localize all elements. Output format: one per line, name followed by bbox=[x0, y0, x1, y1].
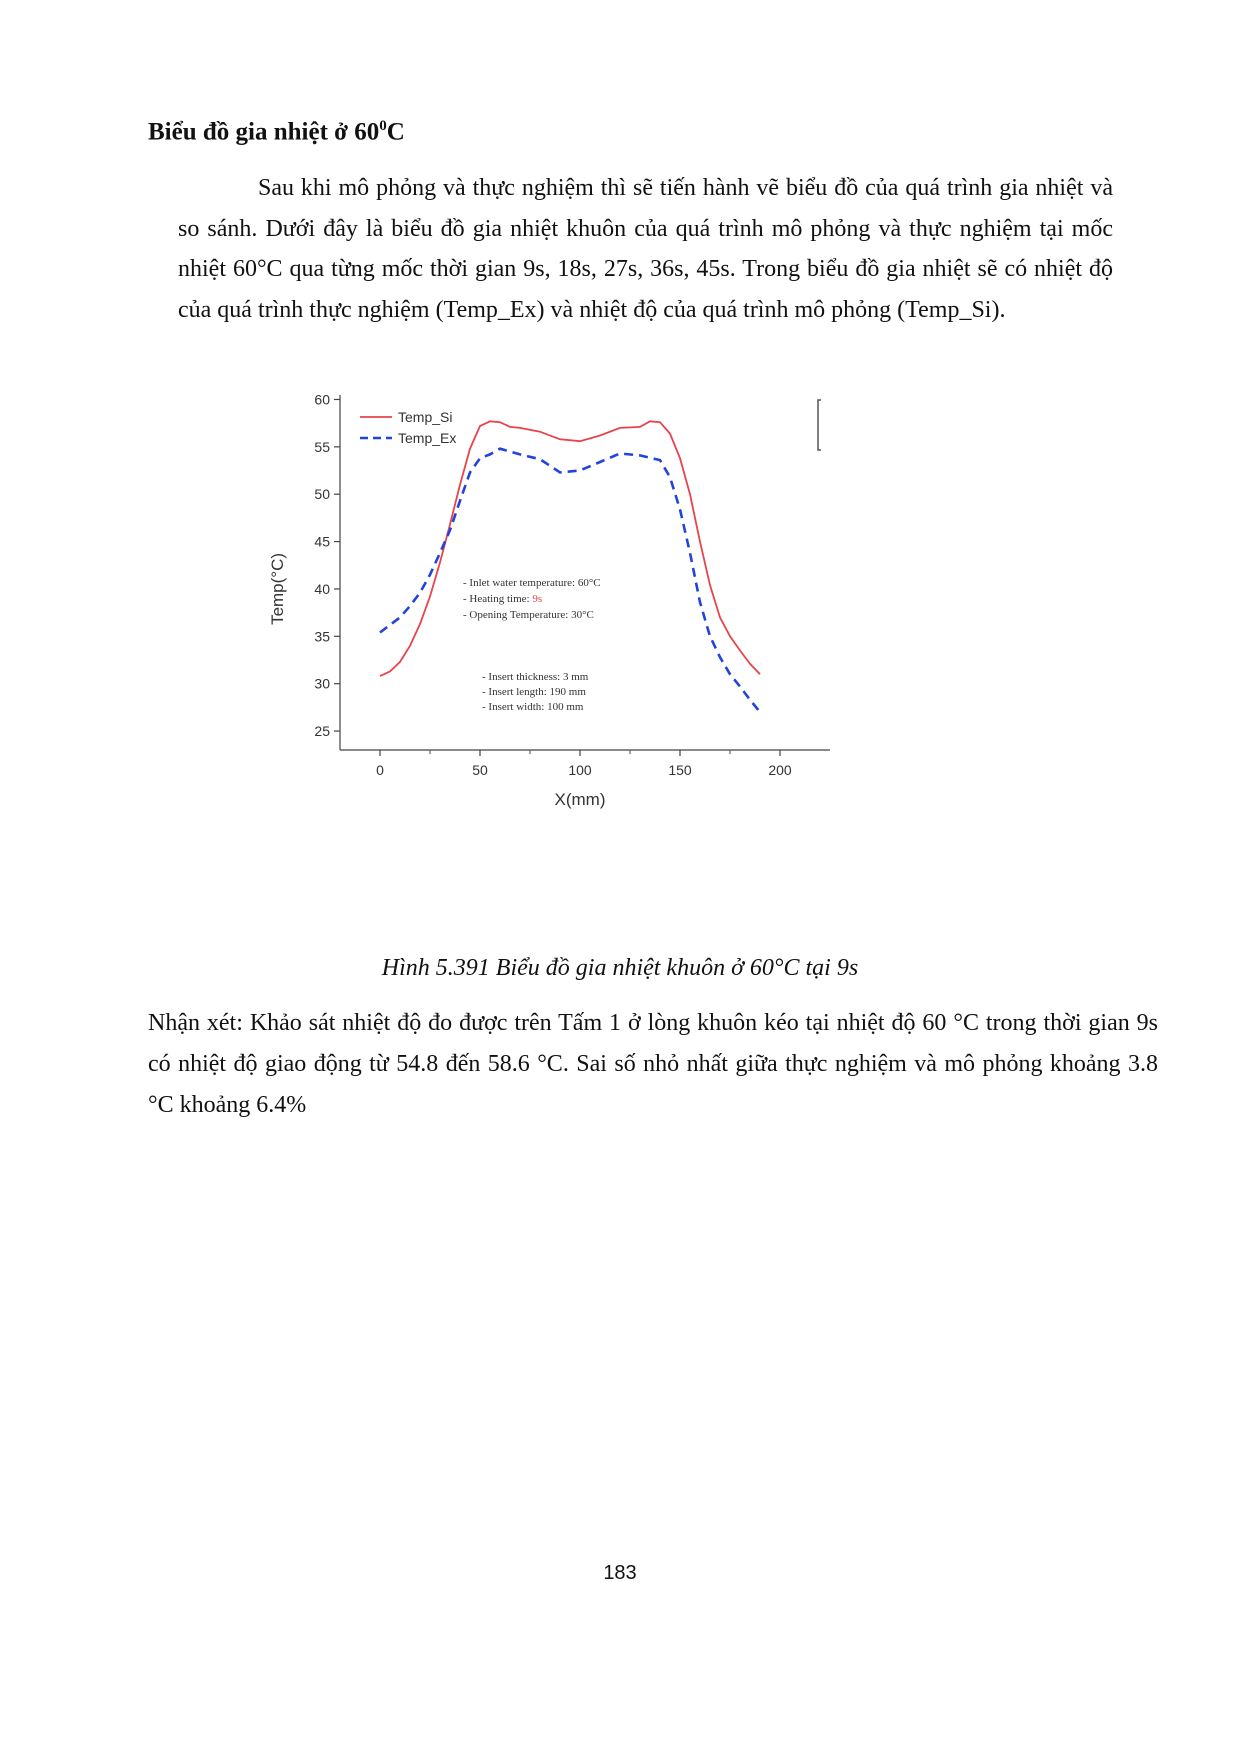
annotation-text bbox=[482, 671, 589, 683]
legend-label: Temp_Ex bbox=[398, 430, 457, 446]
remark-paragraph: Nhận xét: Khảo sát nhiệt độ đo được trên Tấm 1 ở lòng khuôn kéo tại nhiệt độ 60 °C trong thời gian 9s có nhiệt độ giao động từ 54.8 đến 58.6 °C. Sai số nhỏ nhất giữa thực nghiệm và mô phỏng khoảng 3.8 °C khoảng 6.4% bbox=[148, 1010, 1158, 1118]
y-tick-label: 45 bbox=[314, 533, 330, 550]
annotation-value: 60°C bbox=[577, 577, 601, 589]
page-number: 183 bbox=[603, 1562, 637, 1584]
y-tick-label: 40 bbox=[314, 580, 330, 597]
y-tick-label: 55 bbox=[314, 438, 330, 455]
annotation-prefix: - Heating time: bbox=[463, 593, 533, 605]
intro-paragraph bbox=[178, 168, 1113, 330]
x-tick-label: 150 bbox=[668, 762, 692, 778]
x-tick-label: 0 bbox=[376, 762, 384, 778]
temperature-chart bbox=[250, 390, 955, 920]
y-tick-label: 50 bbox=[314, 486, 330, 503]
annotation-text bbox=[482, 701, 584, 713]
series-line-temp-si bbox=[380, 421, 760, 676]
x-tick-label: 50 bbox=[472, 762, 488, 778]
annotation-text bbox=[482, 686, 586, 698]
annotation-prefix: - Insert thickness: bbox=[482, 671, 563, 683]
annotation-prefix: - Insert length: bbox=[482, 686, 550, 698]
annotation-value: 30°C bbox=[571, 609, 594, 621]
annotation-value: 190 mm bbox=[549, 686, 586, 698]
y-tick-label: 30 bbox=[314, 675, 330, 692]
legend-label: Temp_Si bbox=[398, 409, 453, 425]
y-tick-label: 25 bbox=[314, 723, 330, 740]
annotation-value: 3 mm bbox=[562, 671, 589, 683]
annotation-value: 9s bbox=[532, 593, 543, 605]
intro-paragraph-text: Sau khi mô phỏng và thực nghiệm thì sẽ tiến hành vẽ biểu đồ của quá trình gia nhiệt và so sánh. Dưới đây là biểu đồ gia nhiệt khuôn của quá trình mô phỏng và thực nghiệm tại mốc nhiệt 60°C qua từng mốc thời gian 9s, 18s, 27s, 36s, 45s. Trong biểu đồ gia nhiệt sẽ có nhiệt độ của quá trình thực nghiệm (Temp_Ex) và nhiệt độ của quá trình mô phỏng (Temp_Si). bbox=[178, 175, 1113, 323]
annotation-prefix: - Inlet water temperature: bbox=[463, 577, 578, 589]
section-heading: Biểu đồ gia nhiệt ở $60^0C$ bbox=[148, 118, 405, 146]
annotation-text bbox=[463, 577, 601, 589]
y-axis-label: Temp(°C) bbox=[268, 552, 287, 625]
chart-figure bbox=[250, 390, 955, 920]
annotation-value: 100 mm bbox=[547, 701, 584, 713]
y-tick-label: 35 bbox=[314, 628, 330, 645]
x-axis-label: X(mm) bbox=[554, 790, 606, 809]
x-tick-label: 200 bbox=[768, 762, 792, 778]
cursor-bracket-mark bbox=[818, 400, 821, 450]
annotation-text bbox=[463, 593, 542, 605]
annotation-text bbox=[463, 609, 594, 621]
annotation-prefix: - Insert width: bbox=[482, 701, 548, 713]
x-tick-label: 100 bbox=[568, 762, 592, 778]
annotation-prefix: - Opening Temperature: bbox=[463, 609, 572, 621]
figure-caption: Hình 5.391 Biểu đồ gia nhiệt khuôn ở 60°C tại 9s bbox=[381, 955, 859, 981]
y-tick-label: 60 bbox=[314, 391, 330, 408]
